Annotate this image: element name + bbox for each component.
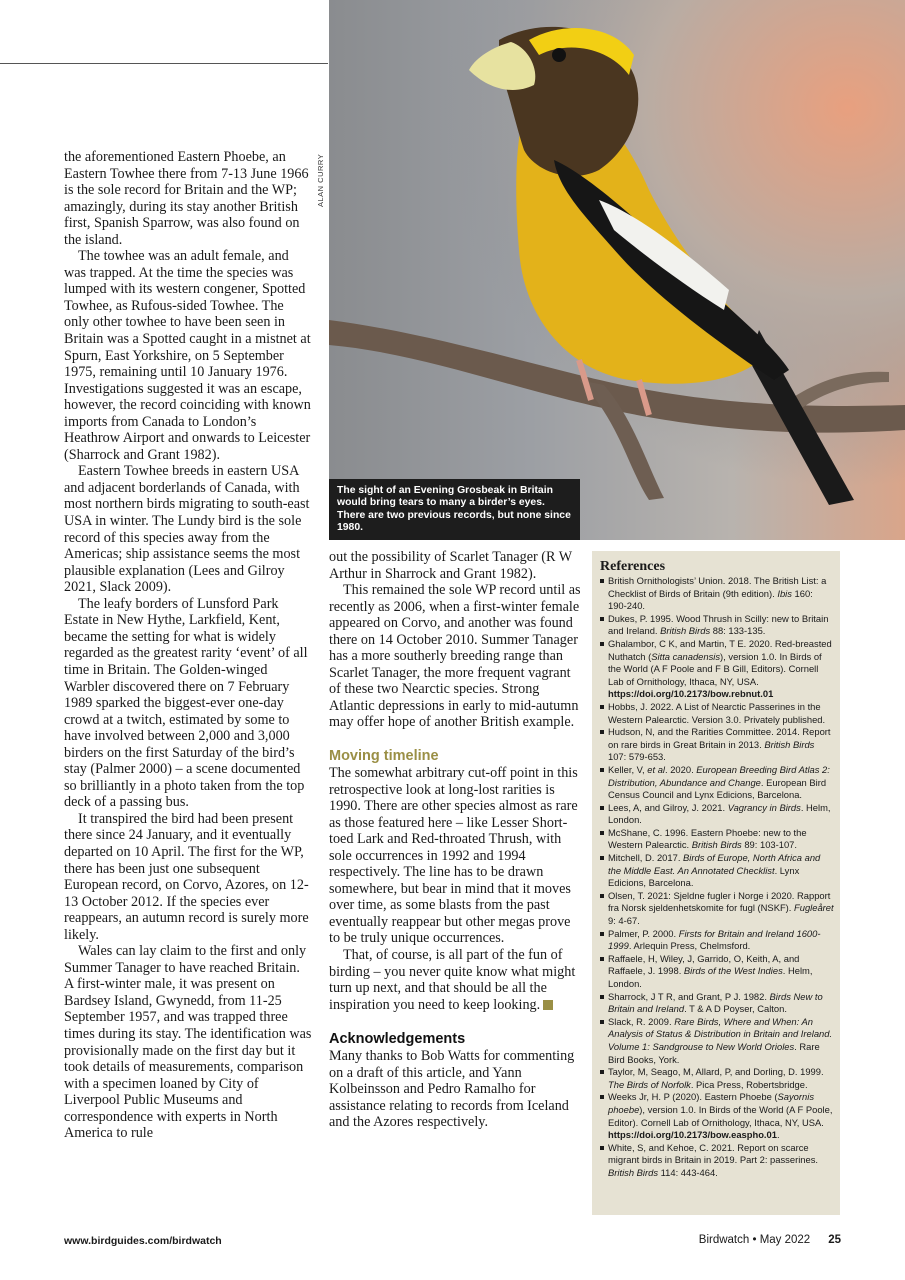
page-number: 25 [828, 1234, 841, 1246]
paragraph: This remained the sole WP record until as recently as 2006, when a first-winter female appeared on Corvo, and another was found there on 14 October 2010. Summer Tanager has a more southerly breeding range than Scarlet Tanager, the more frequent vagrant of these two Nearctic species. Strong Atlantic depressions in early to mid-autumn may offer hope of another British example. [329, 582, 581, 731]
evening-grosbeak-photo [329, 0, 905, 540]
paragraph: The somewhat arbitrary cut-off point in this retrospective look at long-lost rarities is 1990. There are other species almost as rare as those featured here – like Lesser Short-toed Lark and Red-throated Thrush, with sole occurrences in 1992 and 1994 respectively. The line has to be drawn somewhere, but bear in mind that it moves over time, as some blasts from the past eventually reappear but other megas prove to be truly unique occurrences. [329, 765, 578, 947]
references-title: References [600, 559, 666, 574]
reference-item: Keller, V, et al. 2020. European Breeding Bird Atlas 2: Distribution, Abundance and Change. European Bird Census Council and Lynx Edicions, Barcelona. [600, 764, 834, 802]
references-list [600, 575, 834, 1180]
photo-caption: The sight of an Evening Grosbeak in Britain would bring tears to many a birder’s eyes. There are two previous records, but none since 1980. [329, 479, 580, 540]
paragraph: It transpired the bird had been present there since 24 January, and it eventually departed on 10 April. The first for the WP, there has been just one subsequent European record, on Corvo, Azores, on 12-13 October 2012. If the species ever reappears, an autumn record is surely more likely. [64, 810, 309, 943]
moving-timeline-heading: Moving timeline [329, 748, 439, 765]
footer-website: www.birdguides.com/birdwatch [64, 1235, 222, 1247]
photo-credit: ALAN CURRY [316, 153, 325, 207]
reference-item: Hudson, N, and the Rarities Committee. 2014. Report on rare birds in Great Britain in 2013. British Birds 107: 579-653. [600, 726, 834, 764]
reference-item: Lees, A, and Gilroy, J. 2021. Vagrancy in Birds. Helm, London. [600, 802, 834, 827]
article-column-1 [64, 149, 312, 1142]
reference-item: McShane, C. 1996. Eastern Phoebe: new to the Western Palearctic. British Birds 89: 103-107. [600, 827, 834, 852]
reference-item: Slack, R. 2009. Rare Birds, Where and When: An Analysis of Status & Distribution in Britain and Ireland. Volume 1: Sandgrouse to New World Orioles. Rare Bird Books, York. [600, 1016, 834, 1066]
reference-item: Taylor, M, Seago, M, Allard, P, and Dorling, D. 1999. The Birds of Norfolk. Pica Press, Robertsbridge. [600, 1066, 834, 1091]
reference-item: Ghalambor, C K, and Martin, T E. 2020. Red-breasted Nuthatch (Sitta canadensis), version 1.0. In Birds of the World (A F Poole and F B Gill, Editors). Cornell Lab of Ornithology, Ithaca, NY, USA. https://doi.org/10.2173/bow.rebnut.01 [600, 638, 834, 701]
reference-item: Raffaele, H, Wiley, J, Garrido, O, Keith, A, and Raffaele, J. 1998. Birds of the West Indies. Helm, London. [600, 953, 834, 991]
paragraph: Wales can lay claim to the first and only Summer Tanager to have reached Britain. A first-winter male, it was present on Bardsey Island, Gwynedd, from 11-25 September 1957, and was trapped three times during its stay. The identification was provisionally made on the first day but it took details of measurements, comparison with a specimen loaned by City of Liverpool Public Museums and correspondence with experts in North America to rule [64, 943, 312, 1142]
footer-right [699, 1234, 841, 1246]
references-box [592, 551, 840, 1215]
paragraph: The leafy borders of Lunsford Park Estate in New Hythe, Larkfield, Kent, became the setting for what is widely regarded as the greatest rarity ‘event’ of all time in Britain. The Golden-winged Warbler discovered there on 7 February 1989 sparked the biggest-ever one-day crowd at a twitch, estimated by some to have involved between 2,000 and 3,000 birders on the first Saturday of the bird’s stay (Palmer 2000) – a scene documented so brilliantly in a photo taken from the top deck of a passing bus. [64, 595, 308, 811]
reference-item: British Ornithologists’ Union. 2018. The British List: a Checklist of Birds of Britain (9th edition). Ibis 160: 190-240. [600, 575, 834, 613]
reference-item: White, S, and Kehoe, C. 2021. Report on scarce migrant birds in Britain in 2019. Part 2: passerines. British Birds 114: 443-464. [600, 1142, 834, 1180]
paragraph-text: That, of course, is all part of the fun of birding – you never quite know what might turn up next, and that should be all the inspiration you need to keep looking. [329, 947, 576, 1013]
paragraph: out the possibility of Scarlet Tanager (R W Arthur in Sharrock and Grant 1982). [329, 549, 572, 582]
reference-item: Mitchell, D. 2017. Birds of Europe, North Africa and the Middle East. An Annotated Checklist. Lynx Edicions, Barcelona. [600, 852, 834, 890]
reference-item: Dukes, P. 1995. Wood Thrush in Scilly: new to Britain and Ireland. British Birds 88: 133-135. [600, 613, 834, 638]
reference-item: Hobbs, J. 2022. A List of Nearctic Passerines in the Western Palearctic. Version 3.0. Privately published. [600, 701, 834, 726]
reference-item: Weeks Jr, H. P (2020). Eastern Phoebe (Sayornis phoebe), version 1.0. In Birds of the World (A F Poole, Editor). Cornell Lab of Ornithology, Ithaca, NY, USA. https://doi.org/10.2173/bow.easpho.01. [600, 1091, 834, 1141]
acknowledgements-text: Many thanks to Bob Watts for commenting on a draft of this article, and Yann Kolbeinsson and Pedro Ramalho for assistance relating to records from Iceland and the Azores respectively. [329, 1048, 575, 1131]
acknowledgements-heading: Acknowledgements [329, 1031, 466, 1048]
paragraph: The towhee was an adult female, and was trapped. At the time the species was lumped with its western congener, Spotted Towhee, as Rufous-sided Towhee. The only other towhee to have been seen in Britain was a Spotted caught in a mistnet at Spurn, East Yorkshire, on 5 September 1975, remaining until 10 January 1976. Investigations suggested it was an escape, however, the record coinciding with known imports from Canada to London’s Heathrow Airport and onwards to Leicester (Sharrock and Grant 1982). [64, 248, 311, 463]
reference-item: Palmer, P. 2000. Firsts for Britain and Ireland 1600-1999. Arlequin Press, Chelmsford. [600, 928, 834, 953]
end-mark-icon [543, 1000, 553, 1010]
paragraph [329, 947, 581, 1013]
article-column-2 [329, 549, 581, 1131]
top-rule [0, 63, 328, 64]
reference-item: Olsen, T. 2021: Sjeldne fugler i Norge i 2020. Rapport fra Norsk sjeldenhetskomite for fugl (NSKF). Fugleåret 9: 4-67. [600, 890, 834, 928]
footer-publication: Birdwatch • May 2022 [698, 1234, 811, 1246]
paragraph: the aforementioned Eastern Phoebe, an Eastern Towhee there from 7-13 June 1966 is the sole record for Britain and the WP; amazingly, during its stay another British first, Spanish Sparrow, was also found on the island. [64, 149, 309, 248]
paragraph: Eastern Towhee breeds in eastern USA and adjacent borderlands of Canada, with most northern birds migrating to south-east USA in winter. The Lundy bird is the sole record of this species away from the Americas; ship assistance seems the most plausible explanation (Lees and Gilroy 2021, Slack 2009). [64, 463, 310, 596]
reference-item: Sharrock, J T R, and Grant, P J. 1982. Birds New to Britain and Ireland. T & A D Poyser, Calton. [600, 991, 834, 1016]
